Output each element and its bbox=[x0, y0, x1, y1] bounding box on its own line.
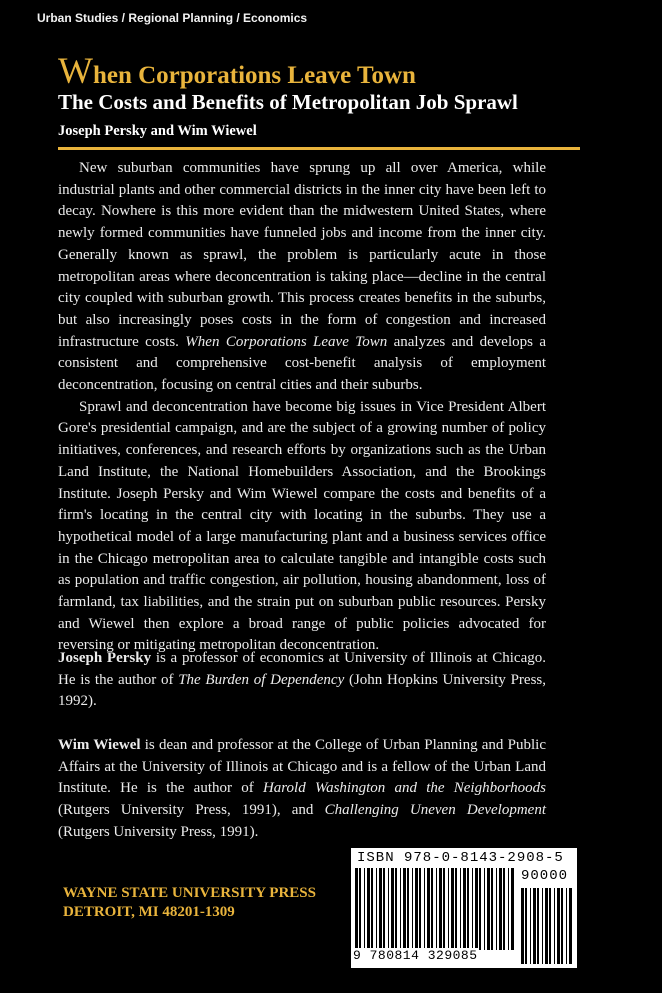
ean-barcode-bars bbox=[353, 868, 515, 950]
category-line: Urban Studies / Regional Planning / Economics bbox=[37, 11, 308, 25]
bio-text: is dean and professor at the College of Urban Planning and Public Affairs at the University of Illinois at Chicago and is a fellow of the Urban Land Institute. He is the author of bbox=[58, 737, 546, 797]
bio-name: Joseph Persky bbox=[58, 650, 152, 666]
ean-number: 9 780814 329085 bbox=[353, 948, 478, 963]
description bbox=[58, 158, 546, 657]
barcode bbox=[351, 848, 577, 968]
bio-text: is a professor of economics at University of Illinois at Chicago. He is the author of bbox=[58, 650, 546, 688]
bio-text: (Rutgers University Press, 1991). bbox=[58, 823, 259, 840]
bio-text: (John Hopkins University Press, 1992). bbox=[58, 671, 546, 710]
description-paragraph-1 bbox=[58, 158, 546, 397]
bio-book: Harold Washington and the Neighborhoods bbox=[262, 780, 546, 797]
title-divider bbox=[58, 147, 580, 150]
publisher-block bbox=[63, 884, 316, 922]
title-rest: hen Corporations Leave Town bbox=[92, 62, 416, 89]
book-title bbox=[58, 53, 416, 90]
author-bio-wiewel bbox=[58, 735, 546, 844]
bio-name: Wim Wiewel bbox=[58, 737, 141, 753]
publisher-address: DETROIT, MI 48201-1309 bbox=[63, 904, 235, 920]
bio-book: Challenging Uneven Development bbox=[324, 802, 546, 819]
addon-number: 90000 bbox=[521, 868, 569, 884]
description-paragraph-2: Sprawl and deconcentration have become big issues in Vice President Albert Gore's presidential campaign, and are the subject of a growing number of policy initiatives, conferences, and research efforts by organizations such as the Urban Land Institute, the National Homebuilders Association, and the Brookings Institute. Joseph Persky and Wim Wiewel compare the costs and benefits of a firm's locating in the central city with locating in the suburbs. They use a hypothetical model of a large manufacturing plant and a business services office in the Chicago metropolitan area to calculate tangible and intangible costs such as population and traffic congestion, air pollution, housing abandonment, loss of farmland, tax liabilities, and the strain put on suburban public resources. Persky and Wiewel then explore a broad range of public policies advocated for reversing or mitigating metropolitan deconcentration. bbox=[58, 398, 546, 654]
addon-barcode-bars bbox=[519, 888, 573, 964]
title-reference: When Corporations Leave Town bbox=[185, 333, 388, 350]
description-text: analyzes and develops a consistent and comprehensive cost-benefit analysis of employment deconcentration, focusing on central cities and their suburbs. bbox=[58, 333, 546, 394]
description-text: New suburban communities have sprung up all over America, while industrial plants and other commercial districts in the inner city have been left to decay. Nowhere is this more evident than the midwestern United States, where newly formed communities have funneled jobs and income from the inner city. Generally known as sprawl, the problem is particularly acute in those metropolitan areas where deconcentration is taking place—decline in the central city coupled with suburban growth. This process creates benefits in the suburbs, but also increasingly poses costs in the form of congestion and increased infrastructure costs. bbox=[58, 160, 546, 350]
title-initial: W bbox=[58, 51, 93, 92]
publisher-name: WAYNE STATE UNIVERSITY PRESS bbox=[63, 885, 316, 901]
book-subtitle: The Costs and Benefits of Metropolitan Job Sprawl bbox=[58, 90, 518, 114]
bio-text: (Rutgers University Press, 1991), and bbox=[58, 802, 325, 819]
authors-line: Joseph Persky and Wim Wiewel bbox=[58, 123, 257, 139]
bio-book: The Burden of Dependency bbox=[178, 671, 345, 688]
author-bio-persky bbox=[58, 648, 546, 713]
isbn-number: ISBN 978-0-8143-2908-5 bbox=[357, 850, 564, 866]
